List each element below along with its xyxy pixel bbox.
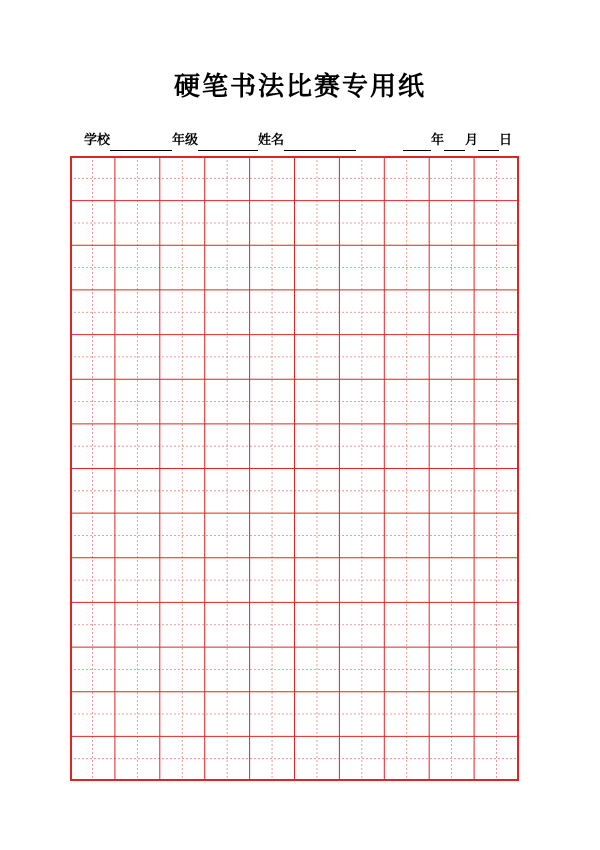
school-label: 学校: [84, 133, 111, 148]
page-title: 硬笔书法比赛专用纸: [173, 72, 426, 102]
name-blank[interactable]: [284, 135, 356, 151]
student-info-line: [84, 131, 356, 151]
name-label: 姓名: [258, 133, 285, 148]
grade-label: 年级: [172, 133, 199, 148]
day-blank[interactable]: [478, 135, 499, 151]
writing-grid-svg: [70, 156, 519, 781]
school-blank[interactable]: [110, 135, 172, 151]
month-label: 月: [465, 133, 479, 148]
day-label: 日: [499, 133, 513, 148]
year-label: 年: [431, 133, 445, 148]
date-line: [403, 131, 512, 151]
year-blank[interactable]: [403, 135, 431, 151]
grade-blank[interactable]: [198, 135, 258, 151]
month-blank[interactable]: [444, 135, 465, 151]
writing-grid: [70, 156, 519, 781]
